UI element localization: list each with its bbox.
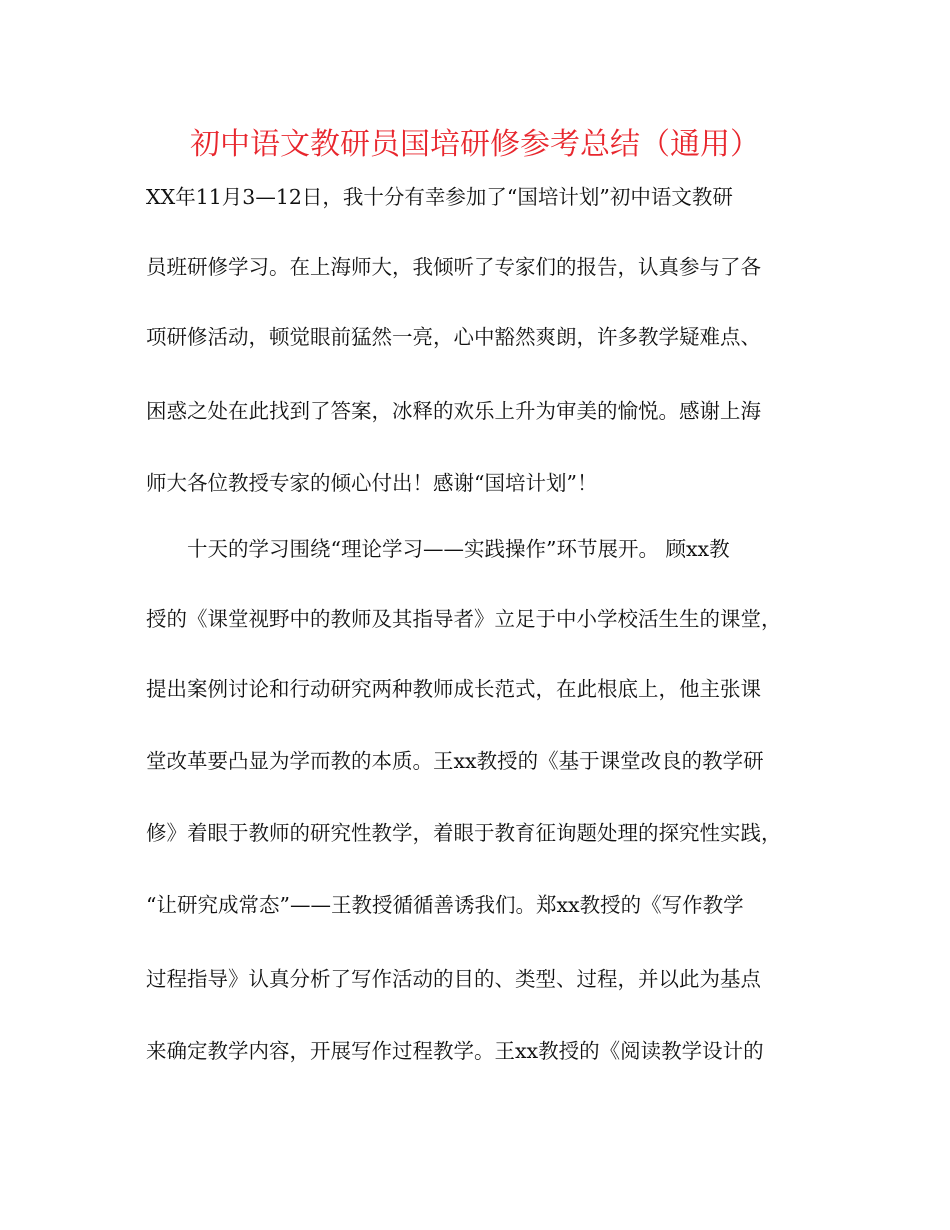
paragraph-line-13: 来确定教学内容，开展写作过程教学。王xx教授的《阅读教学设计的 <box>146 1039 764 1063</box>
document-title: 初中语文教研员国培研修参考总结（通用） <box>190 127 760 162</box>
paragraph-line-11: “让研究成常态”——王教授循循善诱我们。郑xx教授的《写作教学 <box>146 893 744 917</box>
paragraph-line-8: 提出案例讨论和行动研究两种教师成长范式，在此根底上，他主张课 <box>146 677 761 701</box>
paragraph-line-12: 过程指导》认真分析了写作活动的目的、类型、过程，并以此为基点 <box>146 967 761 991</box>
paragraph-line-2: 员班研修学习。在上海师大，我倾听了专家们的报告，认真参与了各 <box>146 255 761 279</box>
paragraph-line-1: XX年11月3—12日，我十分有幸参加了“国培计划”初中语文教研 <box>146 185 733 209</box>
paragraph-line-3: 项研修活动，顿觉眼前猛然一亮，心中豁然爽朗，许多教学疑难点、 <box>146 325 761 349</box>
paragraph-line-4: 困惑之处在此找到了答案，冰释的欢乐上升为审美的愉悦。感谢上海 <box>146 399 761 423</box>
paragraph-line-5: 师大各位教授专家的倾心付出！感谢“国培计划”！ <box>146 471 598 495</box>
paragraph-line-7: 授的《课堂视野中的教师及其指导者》立足于中小学校活生生的课堂， <box>146 607 782 631</box>
paragraph-line-9: 堂改革要凸显为学而教的本质。王xx教授的《基于课堂改良的教学研 <box>146 749 764 773</box>
paragraph-line-6: 十天的学习围绕“理论学习——实践操作”环节展开。 顾xx教 <box>187 537 730 561</box>
paragraph-line-10: 修》着眼于教师的研究性教学，着眼于教育征询题处理的探究性实践， <box>146 821 782 845</box>
